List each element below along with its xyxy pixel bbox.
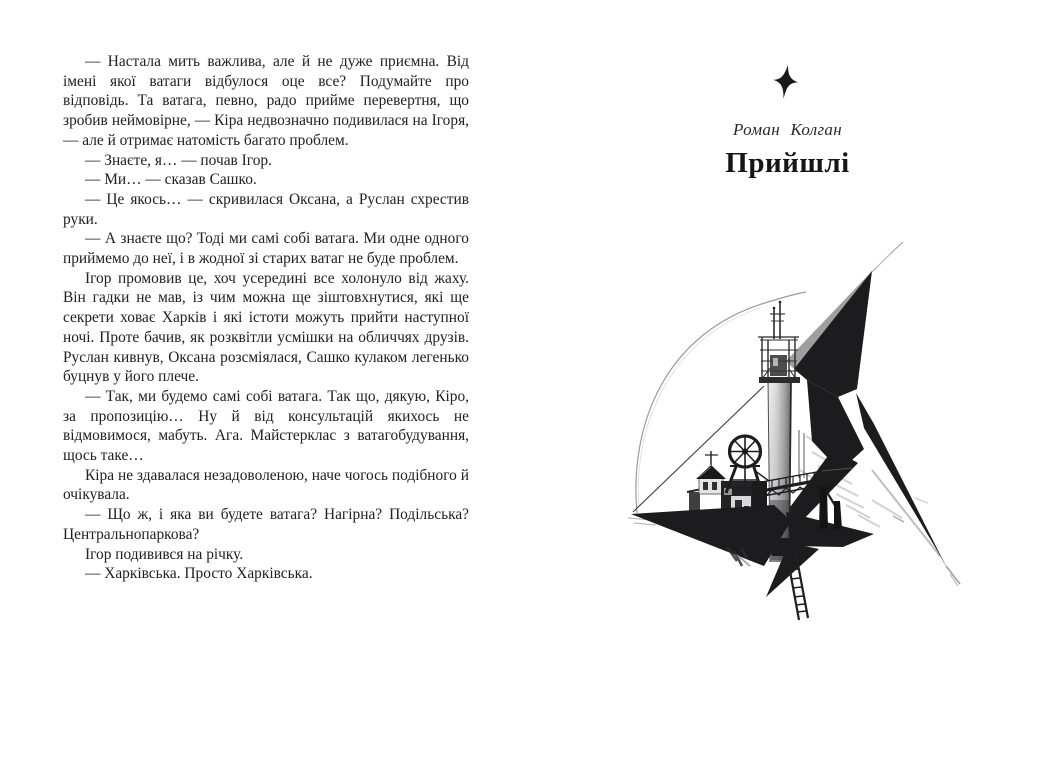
paragraph: — А знаєте що? Тоді ми самі собі ватага. Ми одне одного приймемо до неї, і в жодної зі старих ватаг не буде проблем. bbox=[63, 230, 469, 268]
chapter-author: Роман Колган bbox=[733, 120, 842, 139]
right-page bbox=[525, 0, 1050, 760]
paragraph: Ігор подивився на річку. bbox=[85, 545, 244, 563]
paragraph: — Знаєте, я… — почав Ігор. bbox=[85, 151, 272, 169]
paragraph: — Настала мить важлива, але й не дуже приємна. Від імені якої ватаги відбулося оце все? Подумайте про відповідь. Та ватага, певно, радо прийме перевертня, що зробив неймовірне, — Кіра недвозначно подивилася на Ігоря, — але й отримає натомість багато проблем. bbox=[63, 53, 469, 149]
paragraph: — Харківська. Просто Харківська. bbox=[85, 565, 313, 583]
paragraph: — Так, ми будемо самі собі ватага. Так що, дякую, Кіро, за пропозицію… Ну й від консультацій якихось не відмовимося, мабуть. Ага. Майстерклас з ватагобудування, щось таке… bbox=[63, 387, 469, 465]
chapter-title: Прийшлі bbox=[725, 147, 850, 179]
paragraph: — Що ж, і яка ви будете ватага? Нагірна? Подільська? Центральнопаркова? bbox=[63, 506, 469, 543]
paragraph: — Ми… — сказав Сашко. bbox=[85, 171, 257, 189]
paragraph: — Це якось… — скривилася Оксана, а Руслан схрестив руки. bbox=[63, 190, 469, 228]
paragraph: Ігор промовив це, хоч усередині все холонуло від жаху. Він гадки не мав, із чим можна ще зіштовхнутися, які ще секрети ховає Харків і які істоти можуть прийти наступної ночі. Проте бачив, як розквітли усмішки на обличчях друзів. Руслан кивнув, Оксана розсміялася, Сашко кулаком легенько буцнув у його плече. bbox=[63, 269, 469, 386]
chapter-illustration bbox=[600, 230, 1040, 660]
paragraph: Кіра не здавалася незадоволеною, наче чогось подібного й очікувала. bbox=[63, 466, 469, 504]
left-page-text bbox=[63, 52, 469, 584]
star-ornament-icon bbox=[771, 59, 799, 105]
